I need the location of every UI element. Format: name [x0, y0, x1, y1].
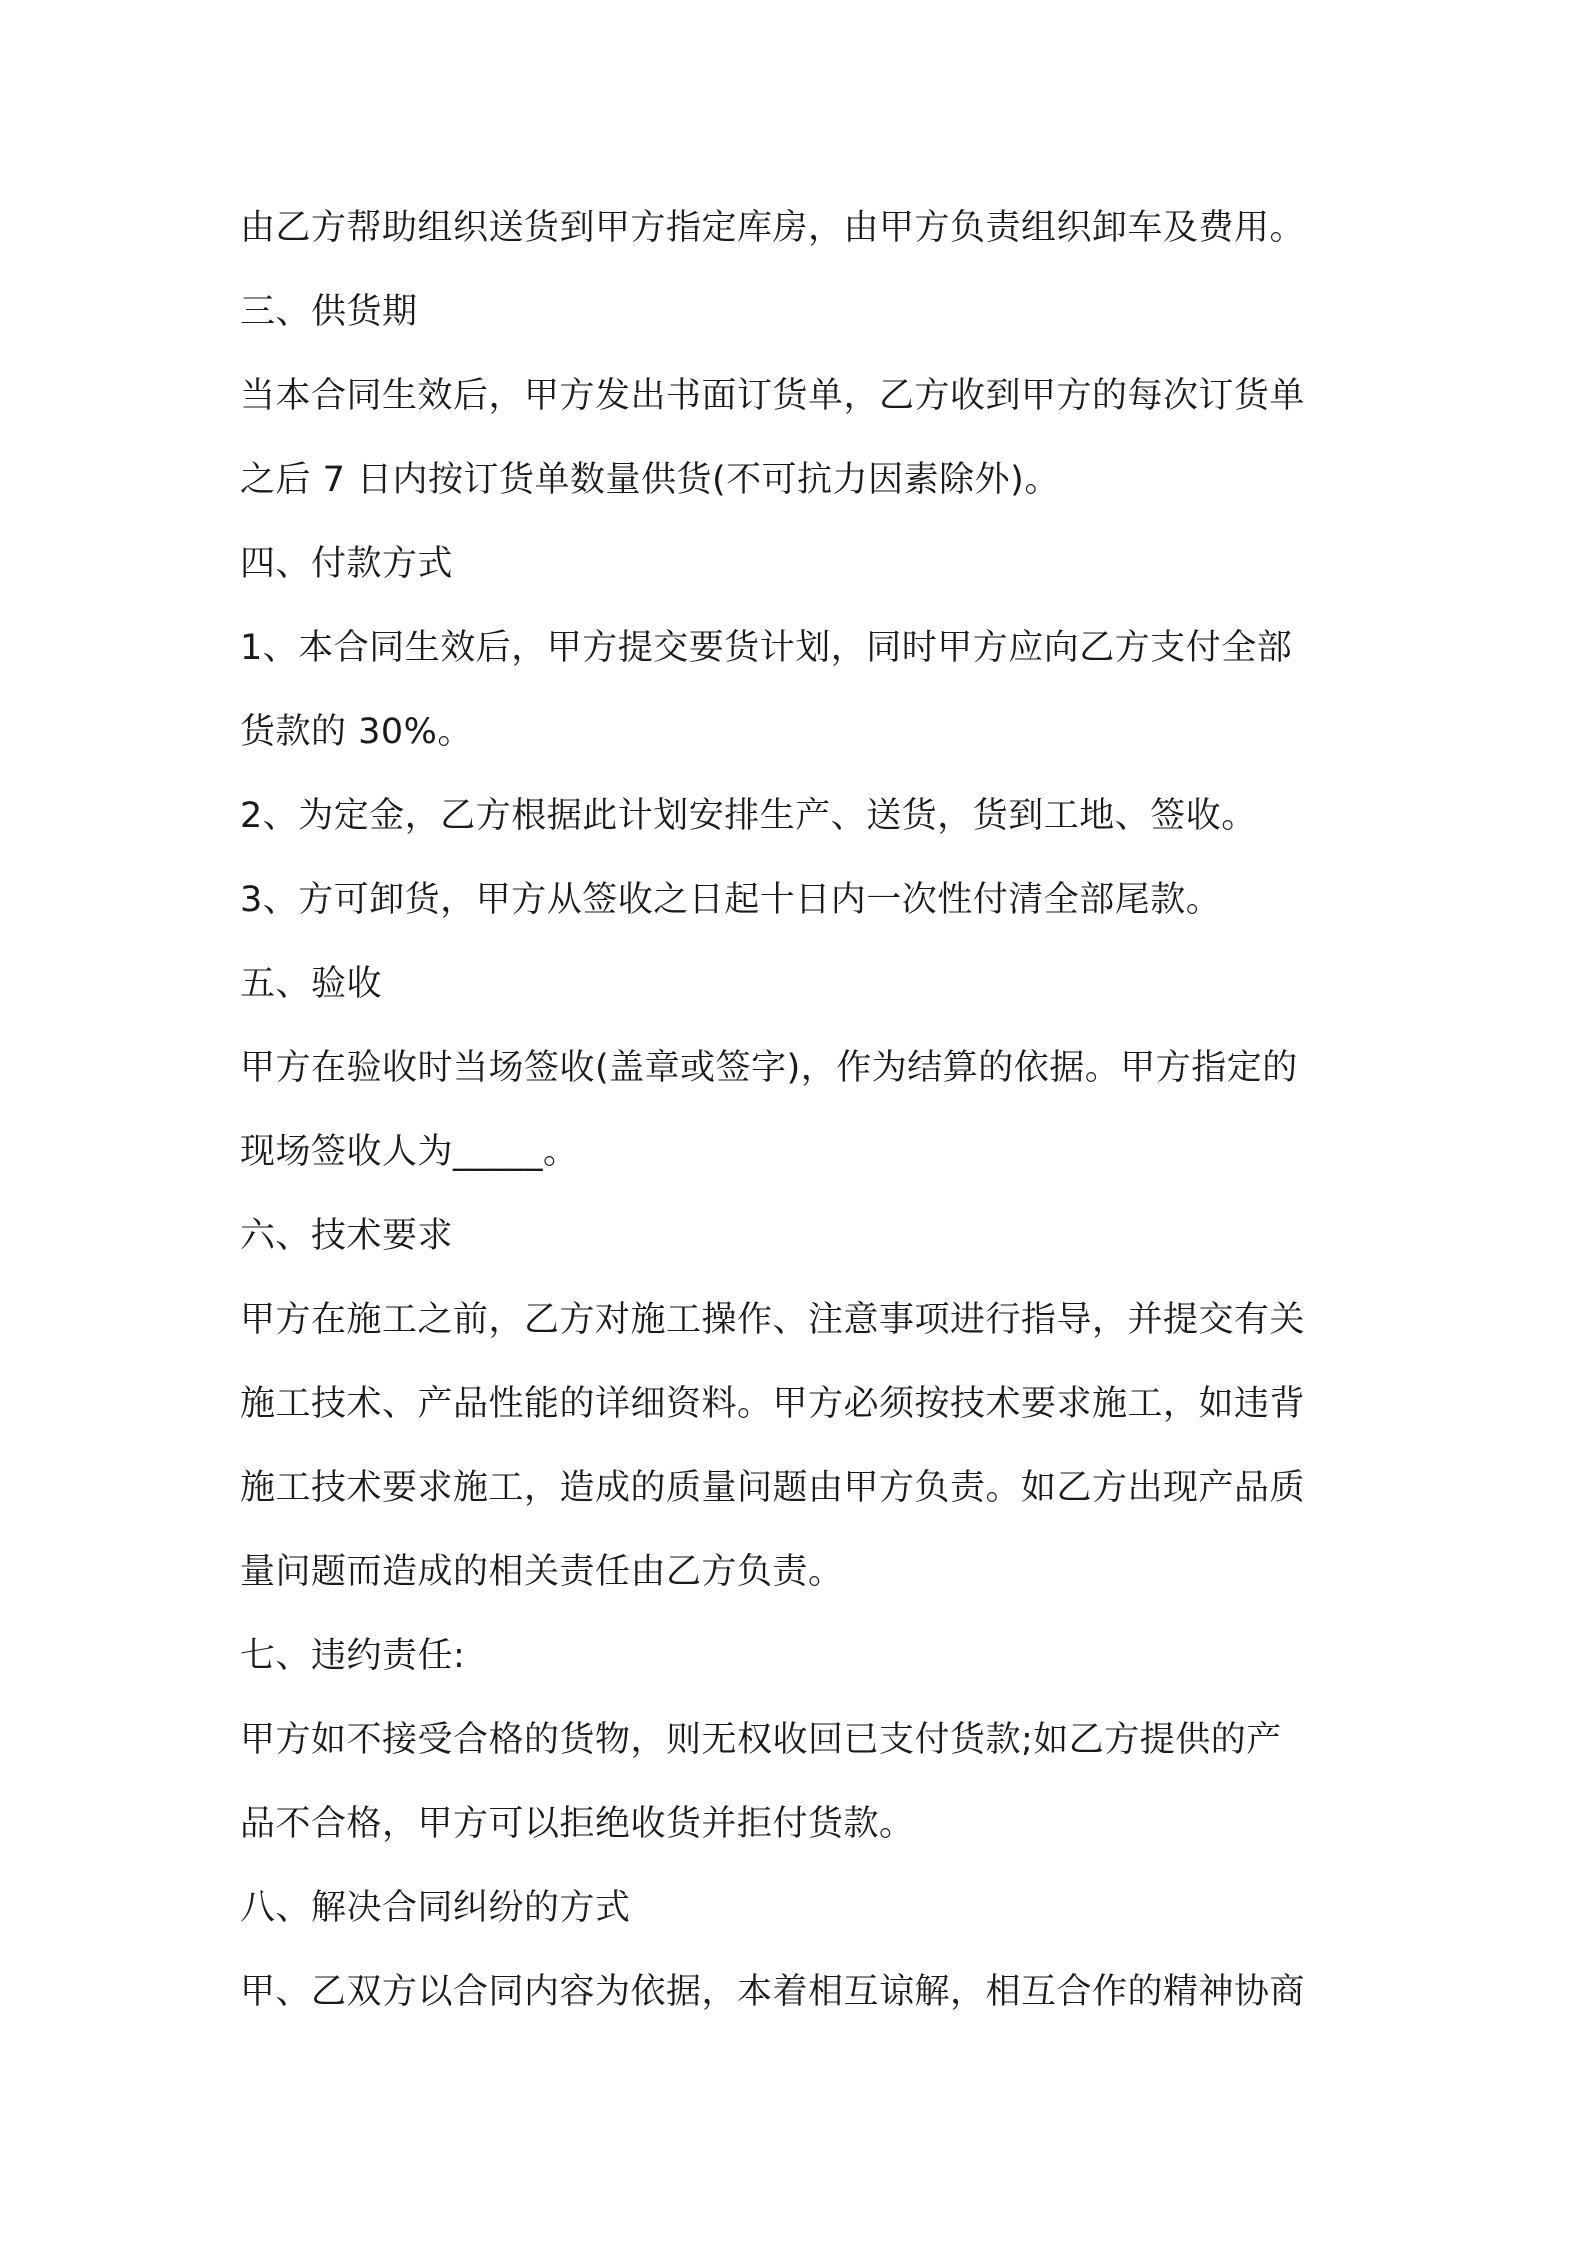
- text-line: 之后 7 日内按订货单数量供货(不可抗力因素除外)。: [240, 460, 1060, 500]
- text-line: 货款的 30%。: [240, 712, 473, 752]
- section-heading: 六、技术要求: [240, 1216, 454, 1256]
- text-line: 当本合同生效后，甲方发出书面订货单，乙方收到甲方的每次订货单: [240, 376, 1306, 416]
- text-line: 施工技术、产品性能的详细资料。甲方必须按技术要求施工，如违背: [240, 1384, 1306, 1424]
- text-line: 品不合格，甲方可以拒绝收货并拒付货款。: [240, 1804, 915, 1844]
- text-line: 甲、乙双方以合同内容为依据，本着相互谅解，相互合作的精神协商: [240, 1972, 1306, 2012]
- text-line: 由乙方帮助组织送货到甲方指定库房，由甲方负责组织卸车及费用。: [240, 208, 1306, 248]
- section-heading: 五、验收: [240, 964, 383, 1004]
- text-line: 甲方在施工之前，乙方对施工操作、注意事项进行指导，并提交有关: [240, 1300, 1306, 1340]
- text-line: 2、为定金，乙方根据此计划安排生产、送货，货到工地、签收。: [240, 796, 1257, 836]
- section-heading: 三、供货期: [240, 292, 418, 332]
- section-heading: 七、违约责任:: [240, 1636, 466, 1676]
- text-line: 现场签收人为_____。: [240, 1132, 579, 1172]
- section-heading: 四、付款方式: [240, 544, 454, 584]
- text-line: 施工技术要求施工，造成的质量问题由甲方负责。如乙方出现产品质: [240, 1468, 1306, 1508]
- section-heading: 八、解决合同纠纷的方式: [240, 1888, 631, 1928]
- text-line: 甲方如不接受合格的货物，则无权收回已支付货款;如乙方提供的产: [240, 1720, 1282, 1760]
- text-line: 1、本合同生效后，甲方提交要货计划，同时甲方应向乙方支付全部: [240, 628, 1293, 668]
- text-line: 量问题而造成的相关责任由乙方负责。: [240, 1552, 844, 1592]
- text-line: 甲方在验收时当场签收(盖章或签字)，作为结算的依据。甲方指定的: [240, 1048, 1298, 1088]
- text-line: 3、方可卸货，甲方从签收之日起十日内一次性付清全部尾款。: [240, 880, 1222, 920]
